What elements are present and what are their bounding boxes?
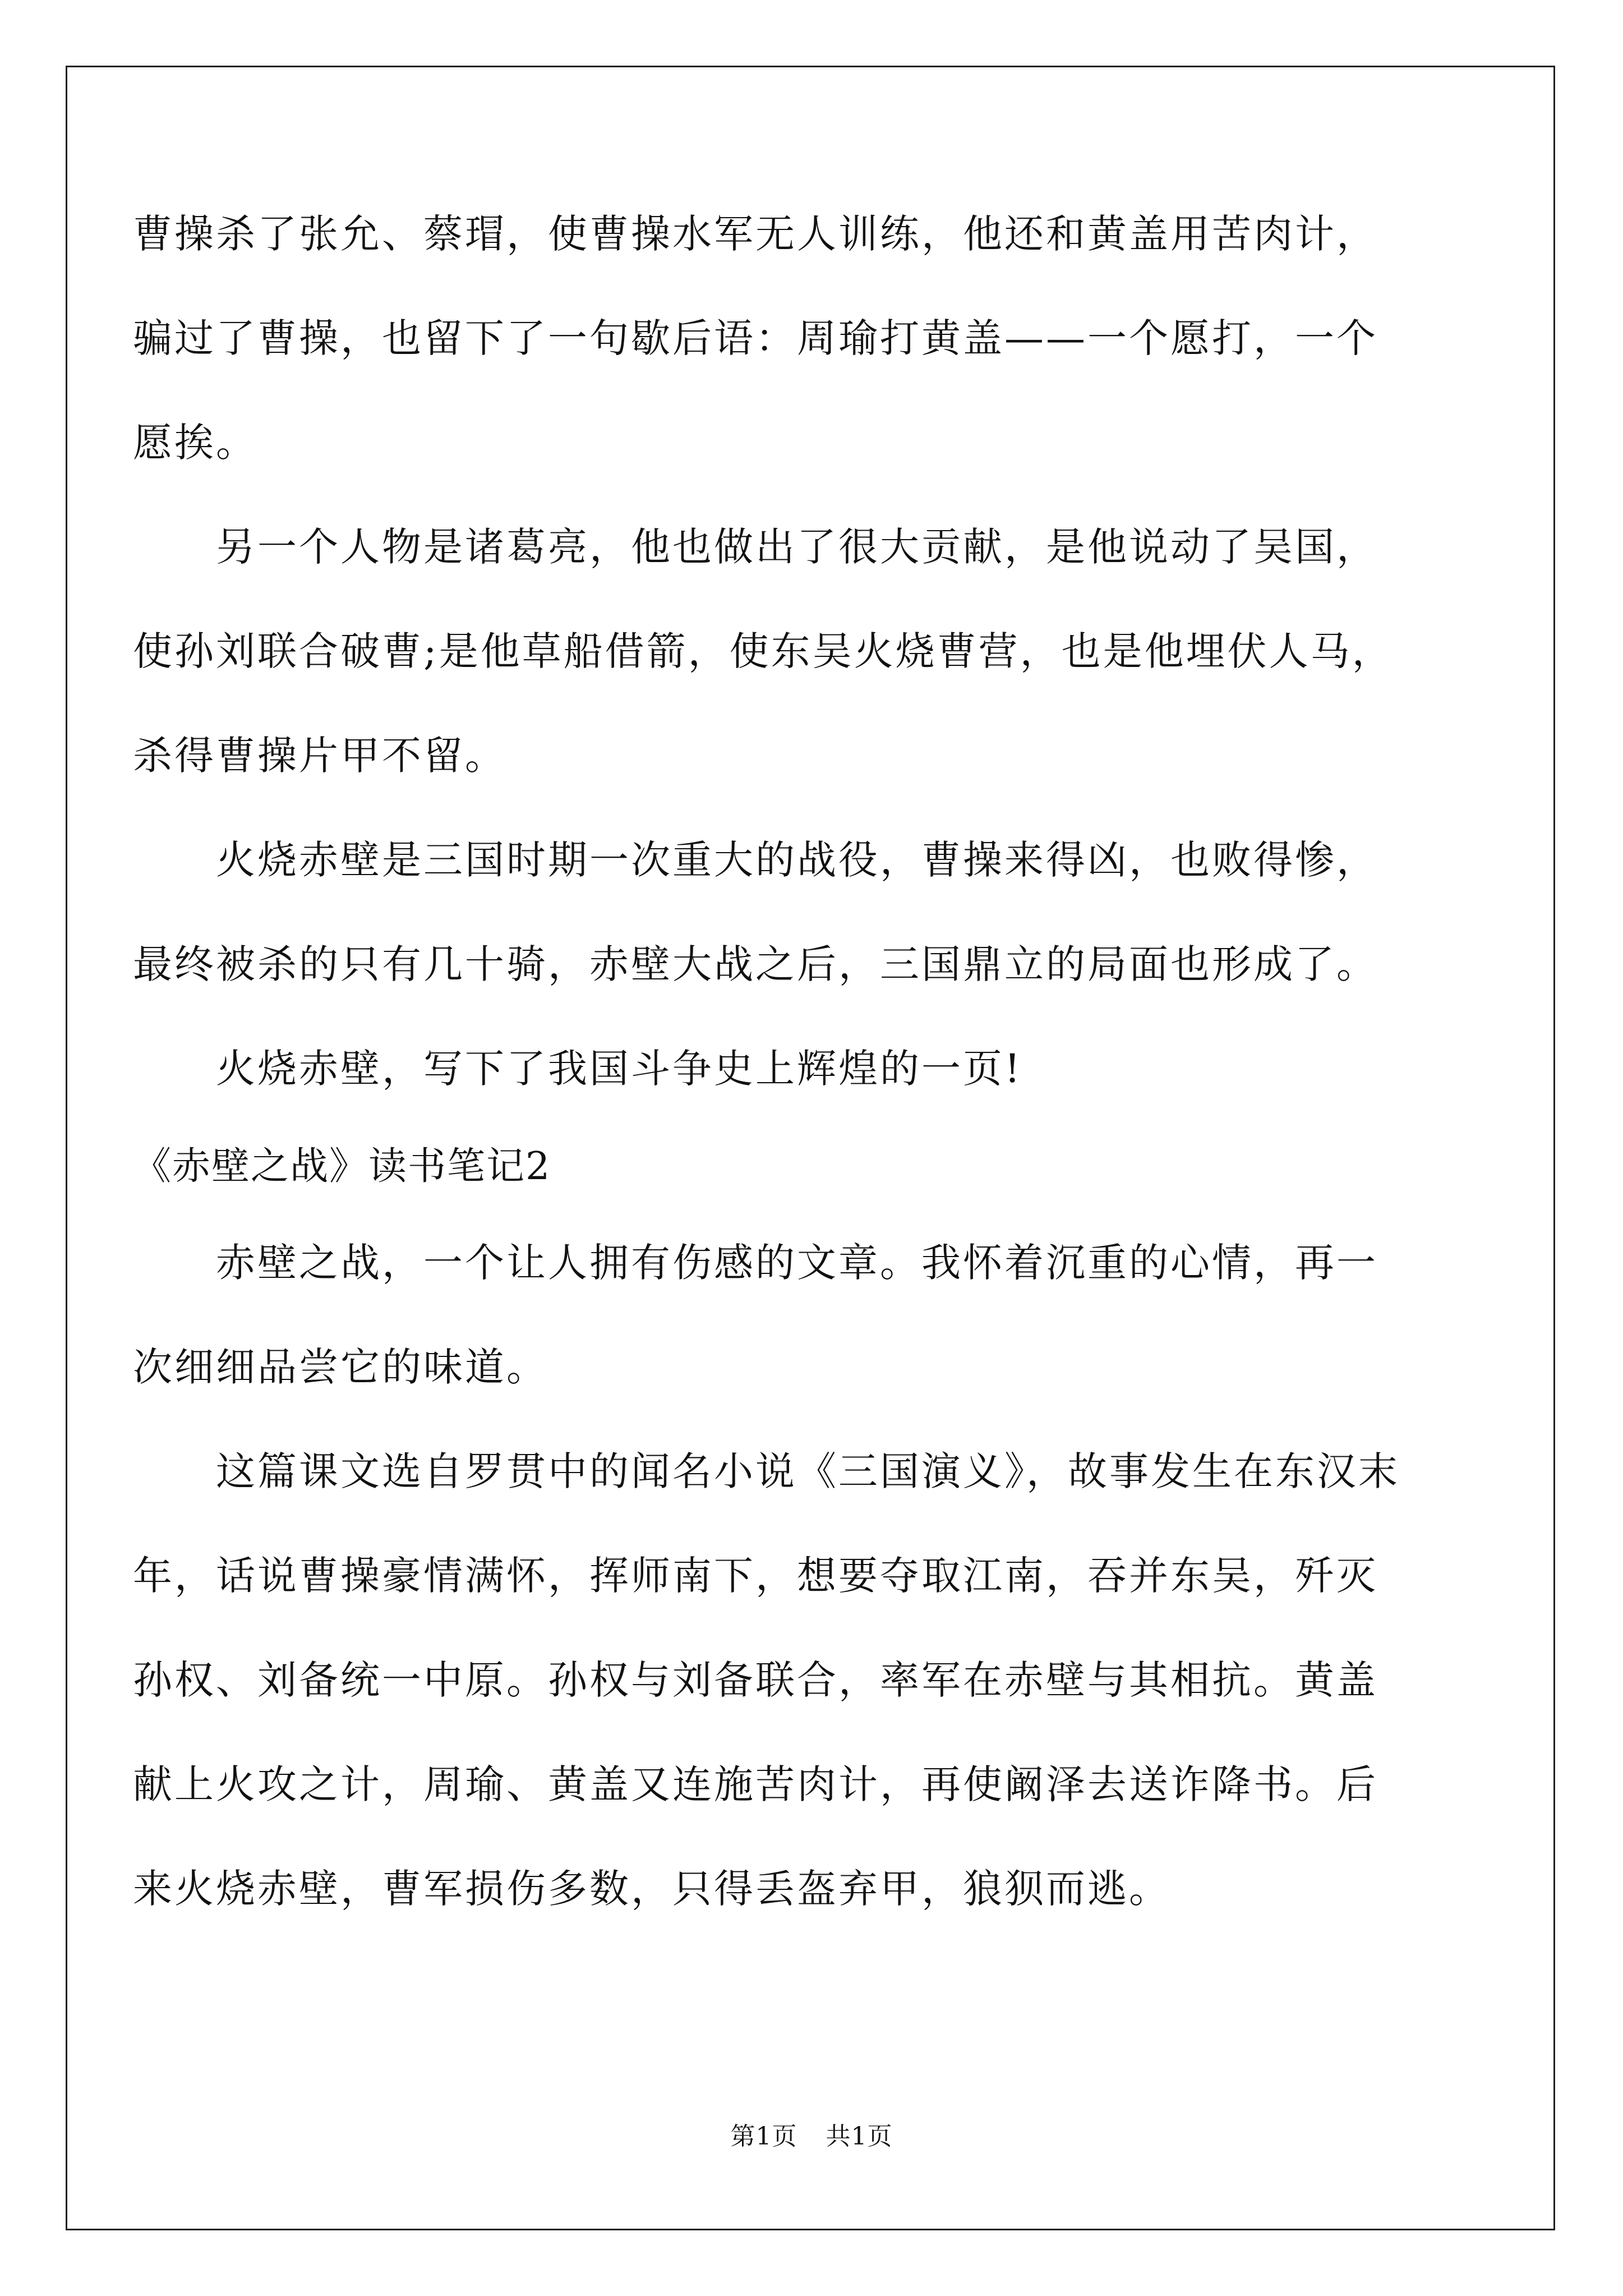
paragraph-line: 孙权、刘备统一中原。孙权与刘备联合，率军在赤壁与其相抗。黄盖 (133, 1657, 1378, 1703)
paragraph-line: 愿挨。 (133, 420, 257, 466)
page-number: 第1页 (730, 2122, 797, 2151)
paragraph-line: 最终被杀的只有几十骑，赤壁大战之后，三国鼎立的局面也形成了。 (133, 941, 1378, 987)
paragraph-line: 来火烧赤壁，曹军损伤多数，只得丢盔弃甲，狼狈而逃。 (133, 1866, 1170, 1912)
page-footer (0, 2124, 1623, 2149)
paragraph-line: 赤壁之战，一个让人拥有伤感的文章。我怀着沉重的心情，再一 (133, 1240, 1378, 1286)
paragraph-line: 另一个人物是诸葛亮，他也做出了很大贡献，是他说动了吴国， (133, 524, 1378, 570)
paragraph-line: 曹操杀了张允、蔡瑁，使曹操水军无人训练，他还和黄盖用苦肉计， (133, 211, 1378, 257)
section-heading: 《赤壁之战》读书笔记2 (133, 1144, 551, 1189)
paragraph-line: 杀得曹操片甲不留。 (133, 733, 506, 779)
paragraph-line: 年，话说曹操豪情满怀，挥师南下，想要夺取江南，吞并东吴，歼灭 (133, 1553, 1378, 1599)
paragraph-line: 火烧赤壁，写下了我国斗争史上辉煌的一页! (133, 1046, 1023, 1092)
paragraph-line: 火烧赤壁是三国时期一次重大的战役，曹操来得凶，也败得惨， (133, 837, 1378, 883)
page-total: 共1页 (826, 2122, 893, 2151)
paragraph-line: 次细细品尝它的味道。 (133, 1344, 548, 1390)
paragraph-line: 使孙刘联合破曹;是他草船借箭，使东吴火烧曹营，也是他埋伏人马， (133, 628, 1394, 674)
paragraph-line: 献上火攻之计，周瑜、黄盖又连施苦肉计，再使阚泽去送诈降书。后 (133, 1761, 1378, 1807)
paragraph-line: 这篇课文选自罗贯中的闻名小说《三国演义》，故事发生在东汉末 (133, 1448, 1400, 1494)
paragraph-line: 骗过了曹操，也留下了一句歇后语：周瑜打黄盖——一个愿打，一个 (133, 315, 1378, 361)
